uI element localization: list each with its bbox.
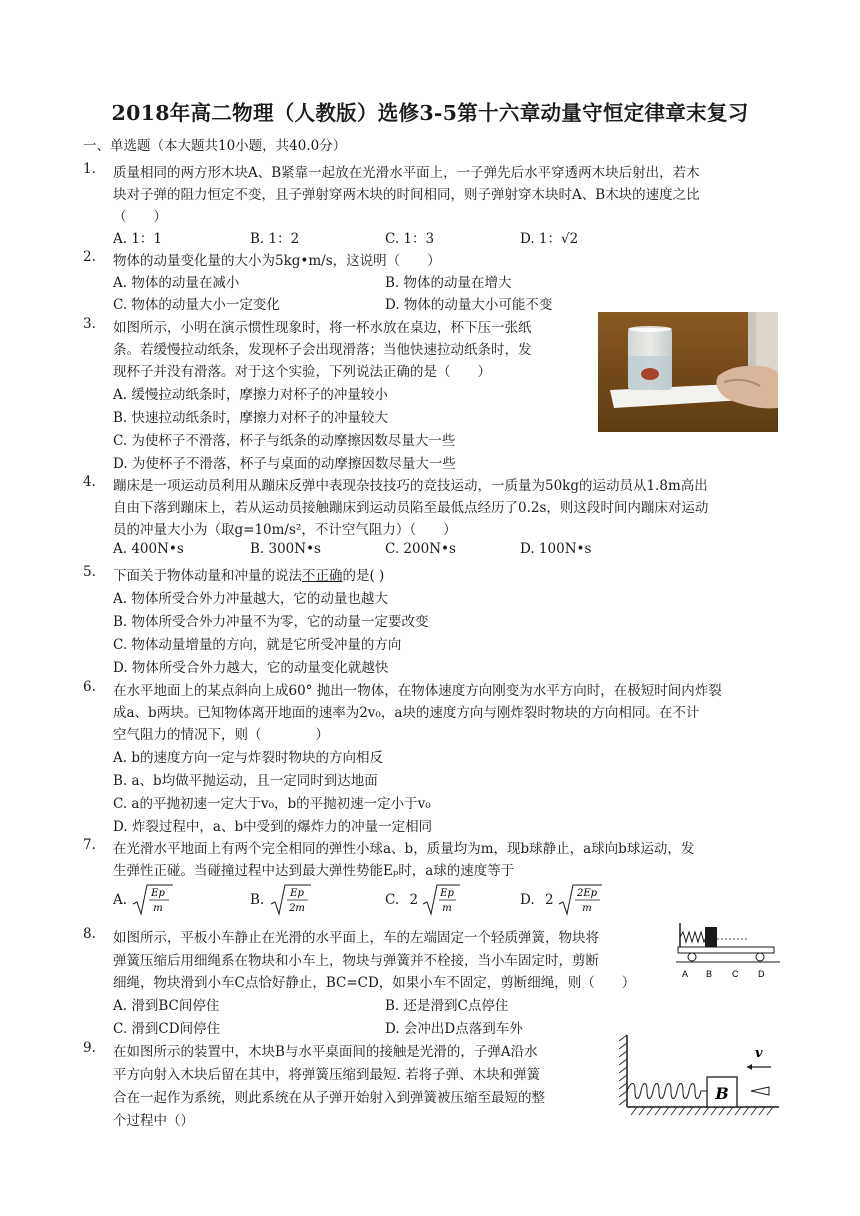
point-label-b: B [706,969,713,979]
option-b: B. 快速拉动纸条时，摩擦力对杯子的冲量较大 [113,410,389,426]
question-text [113,564,384,584]
question-number: 1. [83,161,96,177]
block-label: B [715,1084,729,1103]
option-d: D. 1：√2 [520,231,579,247]
cup-paper-photo [598,312,778,432]
question-number: 9. [83,1040,96,1056]
question-text: （ ） [113,209,167,225]
cart-spring-diagram [676,919,780,983]
option-c: C. 200N•s [385,541,456,557]
option-b: B. 物体所受合外力冲量不为零，它的动量一定要改变 [113,614,429,630]
question-text: 合在一起作为系统，则此系统在从子弹开始射入到弹簧被压缩至最短的整 [113,1090,545,1106]
question-text: 员的冲量大小为（取g=10m/s²，不计空气阻力）（ ） [113,522,457,538]
option-label: C. [385,892,400,908]
question-text: 自由下落到蹦床上，若从运动员接触蹦床到运动员陷至最低点经历了0.2s，则这段时间内蹦床对运动 [113,500,709,516]
formula-coefficient: 2 [544,892,554,908]
option-b: B. a、b均做平抛运动，且一定同时到达地面 [113,773,378,789]
point-label-c: C [732,969,739,979]
question-text: 蹦床是一项运动员利用从蹦床反弹中表现杂技技巧的竞技运动，一质量为50kg的运动员从1.8m高出 [113,478,708,494]
option-b [250,882,313,918]
option-a: A. 1：1 [113,231,163,247]
question-text-post: 的是( ) [342,568,385,584]
question-text: 生弹性正碰。当碰撞过程中达到最大弹性势能Eₚ时，a球的速度等于 [113,863,515,879]
option-d: D. 物体所受合外力越大，它的动量变化就越快 [113,660,389,676]
option-b: B. 物体的动量在增大 [385,275,512,291]
underlined-keyword: 不正确 [302,568,343,584]
question-text-pre: 下面关于物体动量和冲量的说法 [113,568,302,584]
question-number: 2. [83,249,96,265]
option-a: A. 缓慢拉动纸条时，摩擦力对杯子的冲量较小 [113,387,388,403]
option-c: C. 为使杯子不滑落，杯子与纸条的动摩擦因数尽量大一些 [113,433,456,449]
formula-coefficient: 2 [409,892,419,908]
question-text: 如图所示，小明在演示惯性现象时，将一杯水放在桌边，杯下压一张纸 [113,320,532,336]
option-d: D. 会冲出D点落到车外 [385,1021,523,1037]
option-label: A. [113,892,128,908]
question-text: 在光滑水平地面上有两个完全相同的弹性小球a、b，质量均为m，现b球静止，a球向b球运动，发 [113,841,695,857]
option-a: A. 400N•s [113,541,184,557]
question-text: 质量相同的两方形木块A、B紧靠一起放在光滑水平面上，一子弹先后水平穿透两木块后射出，若木 [113,165,700,181]
option-d: D. 炸裂过程中，a、b中受到的爆炸力的冲量一定相同 [113,819,433,835]
option-b: B. 1：2 [250,231,300,247]
formula-denominator: m [153,903,164,914]
sqrt-formula [422,882,462,918]
question-number: 4. [83,474,96,490]
sqrt-formula [269,882,313,918]
question-text: 条。若缓慢拉动纸条，发现杯子会出现滑落；当他快速拉动纸条时，发 [113,342,532,358]
question-text: 空气阻力的情况下，则（ ） [113,727,329,743]
question-text: 弹簧压缩后用细绳系在物块和小车上，物块与弹簧并不栓接，当小车固定时，剪断 [113,953,599,969]
question-text: 现杯子并没有滑落。对于这个实验，下列说法正确的是（ ） [113,364,491,380]
formula-numerator: Ep [440,888,455,899]
option-c: C. 物体动量增量的方向，就是它所受冲量的方向 [113,637,402,653]
option-d [520,882,604,918]
point-label-a: A [682,969,689,979]
option-c [385,882,462,918]
question-text: 如图所示，平板小车静止在光滑的水平面上，车的左端固定一个轻质弹簧，物块将 [113,930,599,946]
option-label: B. [250,892,265,908]
question-text: 物体的动量变化量的大小为5kg•m/s，这说明（ ） [113,253,441,269]
point-label-d: D [758,969,765,979]
question-text: 块对子弹的阻力恒定不变，且子弹射穿两木块的时间相同，则子弹射穿木块时A、B木块的速度之比 [113,187,700,203]
bullet-block-spring-diagram [617,1033,781,1123]
question-text: 在如图所示的装置中，木块B与水平桌面间的接触是光滑的，子弹A沿水 [113,1044,538,1060]
sqrt-formula [131,882,175,918]
formula-numerator: Ep [151,888,166,899]
question-text: 个过程中（） [113,1113,194,1129]
question-number: 5. [83,564,96,580]
formula-denominator: m [582,903,592,914]
option-d: D. 100N•s [520,541,592,557]
section-heading: 一、单选题（本大题共10小题，共40.0分） [83,138,347,154]
question-number: 3. [83,316,96,332]
question-number: 6. [83,679,96,695]
option-c: C. a的平抛初速一定大于v₀，b的平抛初速一定小于v₀ [113,796,431,812]
formula-numerator: 2Ep [576,888,597,899]
velocity-label: v [755,1046,763,1061]
option-c: C. 物体的动量大小一定变化 [113,297,280,313]
option-d: D. 物体的动量大小可能不变 [385,297,553,313]
formula-denominator: 2m [288,903,305,914]
option-b: B. 300N•s [250,541,321,557]
option-c: C. 1：3 [385,231,435,247]
question-number: 7. [83,837,96,853]
question-text: 成a、b两块。已知物体离开地面的速率为2v₀，a块的速度方向与刚炸裂时物块的方向相同。在不计 [113,705,700,721]
question-text: 平方向射入木块后留在其中，将弹簧压缩到最短. 若将子弹、木块和弹簧 [113,1067,541,1083]
sqrt-formula [558,882,604,918]
option-a [113,882,175,918]
formula-denominator: m [442,903,453,914]
page-title: 2018年高二物理（人教版）选修3-5第十六章动量守恒定律章末复习 [111,101,749,125]
option-c: C. 滑到CD间停住 [113,1021,221,1037]
question-text: 在水平地面上的某点斜向上成60° 抛出一物体，在物体速度方向刚变为水平方向时，在极短时间内炸裂 [113,683,722,699]
option-label: D. [520,892,535,908]
question-number: 8. [83,926,96,942]
question-text: 细绳，物块滑到小车C点恰好静止，BC=CD，如果小车不固定，剪断细绳，则（ ） [113,975,636,991]
option-a: A. 滑到BC间停住 [113,998,220,1014]
option-a: A. b的速度方向一定与炸裂时物块的方向相反 [113,750,383,766]
option-b: B. 还是滑到C点停住 [385,998,509,1014]
formula-numerator: Ep [289,888,304,899]
option-a: A. 物体的动量在减小 [113,275,240,291]
option-d: D. 为使杯子不滑落，杯子与桌面的动摩擦因数尽量大一些 [113,456,456,472]
option-a: A. 物体所受合外力冲量越大，它的动量也越大 [113,591,388,607]
